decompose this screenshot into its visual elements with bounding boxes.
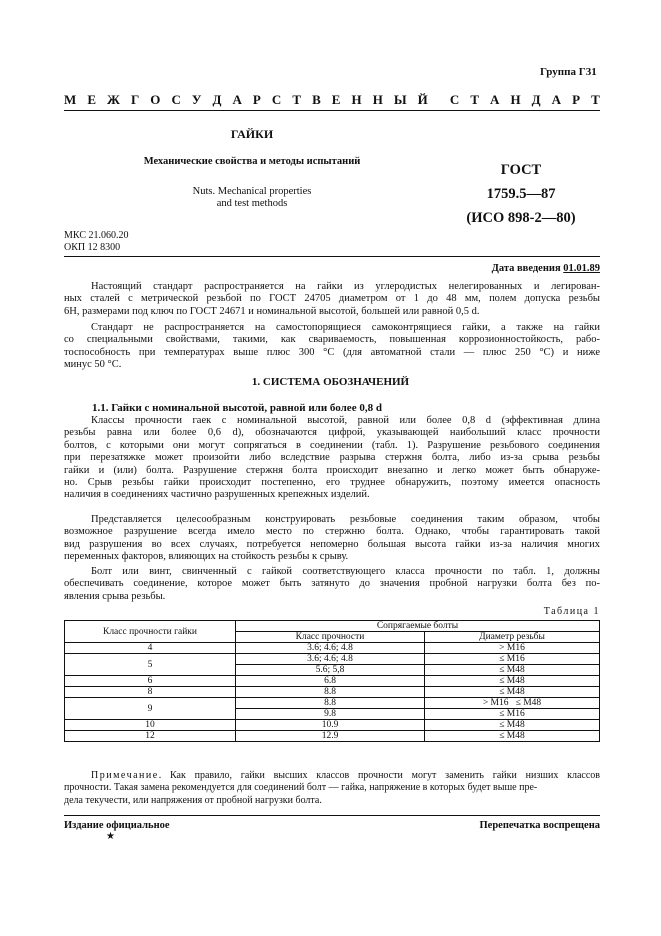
heading-letter: Т	[292, 92, 302, 107]
text-line: 6Н, размерами под ключ по ГОСТ 24671 и номинальной высотой, большей или равной 0,5 d.	[64, 305, 480, 317]
group-code: Группа Г31	[540, 66, 597, 78]
paragraph-bolt-nut	[64, 566, 600, 603]
date-label: Дата введения	[491, 263, 561, 274]
bolt-class-cell: 8.8	[236, 698, 425, 709]
text-line: наличия в соединениях частично разрушенных крепежных изделий.	[64, 489, 370, 501]
heading-letter: Т	[470, 92, 479, 107]
table-row	[65, 698, 600, 709]
heading-letter: Ж	[107, 92, 120, 107]
note-line: дела текучести, или напряжения от пробной нагрузки болта.	[64, 794, 322, 806]
heading-letter: Т	[591, 92, 600, 107]
nut-class-cell: 4	[65, 643, 236, 654]
header-rule	[64, 110, 600, 111]
footer-rule	[64, 815, 600, 816]
heading-letter: Н	[351, 92, 362, 107]
heading-letter: Г	[130, 92, 140, 107]
heading-letter: Н	[510, 92, 521, 107]
text-line: гайки и (или) болта. Разрушение стержня болта происходит внезапно и легко может быть обнаруже-	[64, 464, 600, 476]
strength-class-table	[64, 620, 600, 742]
text-line: ных сталей с метрической резьбой по ГОСТ 24705 диаметром от 1 до 48 мм, полем допуска резьбы	[64, 293, 600, 305]
table-row	[65, 676, 600, 687]
star-mark: ★	[106, 831, 115, 842]
note-line	[64, 770, 600, 782]
paragraph-strength-classes	[64, 415, 600, 502]
bolt-class-cell: 10.9	[236, 720, 425, 731]
text-line: со специальными свойствами, такими, как свариваемость, повышенная коррозионностойкость, рабо-	[64, 334, 600, 346]
table-note	[64, 770, 600, 807]
diameter-cell: ≤ M16	[425, 654, 600, 665]
bolt-class-cell: 3.6; 4.6; 4.8	[236, 643, 425, 654]
bolt-class-cell: 6.8	[236, 676, 425, 687]
text-line: Настоящий стандарт распространяется на гайки из углеродистых нелегированных и легирован-	[91, 281, 600, 292]
intro-paragraph-2	[64, 322, 600, 372]
bolt-class-cell: 8.8	[236, 687, 425, 698]
heading-letter: О	[150, 92, 161, 107]
text-line: Представляется целесообразным конструировать резьбовые соединения таким образом, чтобы	[91, 514, 600, 525]
heading-letter: Р	[252, 92, 261, 107]
note-label: Примечание	[91, 770, 159, 781]
text-line: но. Срыв резьбы гайки происходит постепенно, его труднее обнаружить, поэтому имеется опасность	[64, 477, 600, 489]
table-row	[65, 654, 600, 665]
okp-code: ОКП 12 8300	[64, 242, 121, 253]
heading-letter: Д	[212, 92, 222, 107]
heading-letter: В	[312, 92, 321, 107]
intro-paragraph-1	[64, 281, 600, 318]
gost-code: 1759.5—87	[486, 186, 556, 202]
introduction-date	[492, 263, 600, 274]
nut-class-cell: 12	[65, 731, 236, 742]
text-line: Болт или винт, свинченный с гайкой соответствующего класса прочности по табл. 1, должны	[91, 566, 600, 577]
mks-code: МКС 21.060.20	[64, 230, 129, 241]
section-1-heading: 1. СИСТЕМА ОБОЗНАЧЕНИЙ	[251, 376, 410, 388]
english-title-line-2: and test methods	[216, 198, 288, 209]
heading-letter: У	[191, 92, 202, 107]
nut-class-cell: 8	[65, 687, 236, 698]
diameter-cell: > M16 ≤ M48	[425, 698, 600, 709]
diameter-cell: > M16	[425, 643, 600, 654]
header-mating-bolts: Сопрягаемые болты	[236, 621, 600, 632]
text-line: Стандарт не распространяется на самостопорящиеся самоконтрящиеся гайки, а также на гайки	[91, 322, 600, 333]
official-edition-label: Издание официальное	[64, 820, 170, 831]
note-text: . Как правило, гайки высших классов прочности могут заменить гайки низших классов	[158, 770, 600, 781]
document-subtitle: Механические свойства и методы испытаний	[143, 156, 361, 167]
bolt-class-cell: 9.8	[236, 709, 425, 720]
diameter-cell: ≤ M48	[425, 720, 600, 731]
table-row	[65, 720, 600, 731]
diameter-cell: ≤ M48	[425, 731, 600, 742]
subsection-1-1-heading: 1.1. Гайки с номинальной высотой, равной или более 0,8 d	[92, 402, 382, 414]
text-line: вид разрушения во всех случаях, потребуется непомерно большая высота гайки из-за наличия многих	[64, 538, 600, 550]
table-row	[65, 731, 600, 742]
date-value: 01.01.89	[563, 263, 600, 274]
classification-codes	[64, 230, 128, 254]
text-line: обеспечивать соединение, которое может быть затянуто до значения пробной нагрузки болта без по-	[64, 578, 600, 590]
diameter-cell: ≤ M48	[425, 676, 600, 687]
nut-class-cell: 10	[65, 720, 236, 731]
reprint-prohibited-label: Перепечатка воспрещена	[479, 820, 600, 831]
heading-letter: С	[449, 92, 460, 107]
paragraph-design	[64, 514, 600, 564]
heading-letter: Е	[331, 92, 341, 107]
heading-letter: Н	[372, 92, 383, 107]
header-nut-class: Класс прочности гайки	[65, 621, 236, 643]
gost-number	[466, 158, 576, 230]
table-header-row	[65, 621, 600, 632]
text-line: явления срыва резьбы.	[64, 590, 166, 602]
header-bolt-class: Класс прочности	[236, 632, 425, 643]
nut-class-cell: 5	[65, 654, 236, 676]
title-block-rule	[64, 256, 600, 257]
heading-letter: А	[232, 92, 242, 107]
document-title: ГАЙКИ	[230, 127, 274, 141]
text-line: переменных факторов, влияющих на стойкость резьбы к срыву.	[64, 551, 349, 563]
interstate-standard-heading	[64, 92, 600, 108]
heading-letter: Е	[87, 92, 96, 107]
heading-letter: С	[171, 92, 181, 107]
heading-letter: А	[551, 92, 562, 107]
gost-label: ГОСТ	[500, 162, 542, 178]
diameter-cell: ≤ M16	[425, 709, 600, 720]
nut-class-cell: 6	[65, 676, 236, 687]
nut-class-cell: 9	[65, 698, 236, 720]
table-row	[65, 643, 600, 654]
bolt-class-cell: 3.6; 4.6; 4.8	[236, 654, 425, 665]
diameter-cell: ≤ M48	[425, 687, 600, 698]
text-line: тоспособность при температурах выше плюс 300 °С (для автоматной стали — плюс 250 °С) и ниже	[64, 346, 600, 358]
text-line: минус 50 °С.	[64, 359, 122, 371]
text-line: резьбы равна или более 0,6 d), обозначаются цифрой, указывающей наибольший класс прочности	[64, 427, 600, 439]
english-title-line-1: Nuts. Mechanical properties	[192, 186, 312, 197]
diameter-cell: ≤ M48	[425, 665, 600, 676]
text-line: возможное разрушение всегда имело место по стержню болта. Однако, чтобы гарантировать такой	[64, 526, 600, 538]
heading-letter: М	[64, 92, 77, 107]
english-title	[0, 186, 504, 210]
bolt-class-cell: 12.9	[236, 731, 425, 742]
text-line: Классы прочности гаек с номинальной высотой, равной или более 0,8 d (эффективная длина	[91, 415, 600, 426]
note-line: прочности. Такая замена рекомендуется для соединений болт — гайка, напряжение в которых будет выше пре-	[64, 782, 538, 794]
heading-letter: Р	[572, 92, 581, 107]
text-line: болтов, с которыми они могут сопрягаться в соединении (табл. 1). Разрушение резьбового соединения	[64, 439, 600, 451]
bolt-class-cell: 5.6; 5,8	[236, 665, 425, 676]
table-caption: Таблица 1	[543, 606, 600, 617]
heading-letter: Ы	[393, 92, 407, 107]
table-row	[65, 687, 600, 698]
header-thread-diameter: Диаметр резьбы	[425, 632, 600, 643]
heading-letter: Д	[531, 92, 541, 107]
text-line: при перезатяжке может произойти либо вследствие разрыва стержня болта, либо из-за срыва резьбы	[64, 452, 600, 464]
heading-letter: Й	[417, 92, 428, 107]
heading-letter: А	[490, 92, 500, 107]
iso-code: (ИСО 898-2—80)	[466, 210, 576, 226]
heading-letter: С	[271, 92, 282, 107]
